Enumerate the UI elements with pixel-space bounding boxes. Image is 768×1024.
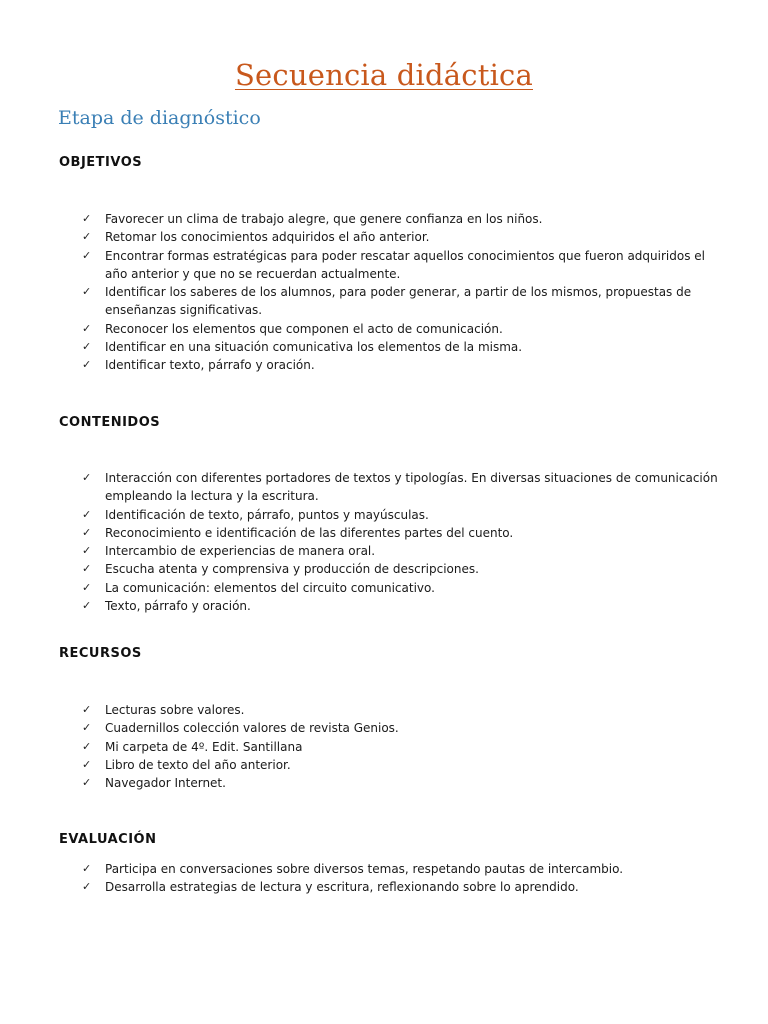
list-item-text: Navegador Internet. (105, 776, 226, 791)
document-subtitle: Etapa de diagnóstico (58, 107, 261, 129)
list-item-text: La comunicación: elementos del circuito comunicativo. (105, 580, 435, 595)
list-item (80, 878, 720, 896)
list-item (80, 860, 720, 878)
section-heading-recursos: RECURSOS (59, 646, 142, 661)
list-item-text: Libro de texto del año anterior. (105, 757, 291, 772)
section-heading-evaluacion: EVALUACIÓN (59, 832, 157, 847)
list-item-text: Retomar los conocimientos adquiridos el año anterior. (105, 230, 430, 245)
check-icon: ✓ (82, 321, 92, 335)
check-icon: ✓ (82, 599, 92, 613)
list-item (80, 542, 720, 560)
check-icon: ✓ (82, 776, 92, 790)
list-item (80, 524, 720, 542)
check-icon: ✓ (82, 721, 92, 735)
check-icon: ✓ (82, 862, 92, 875)
check-icon: ✓ (82, 340, 92, 354)
check-icon: ✓ (82, 358, 92, 372)
list-item (80, 247, 720, 284)
list-item-text: Encontrar formas estratégicas para poder rescatar aquellos conocimientos que fueron adquiridos el año anterior y que no se recuerdan actualmente. (105, 248, 705, 281)
list-item (80, 283, 720, 320)
list-item (80, 228, 720, 246)
document-title: Secuencia didáctica (234, 58, 533, 92)
check-icon: ✓ (82, 703, 92, 716)
check-icon: ✓ (82, 580, 92, 594)
list-item-text: Desarrolla estrategias de lectura y escritura, reflexionando sobre lo aprendido. (105, 880, 579, 895)
check-icon: ✓ (82, 544, 92, 558)
list-item-text: Interacción con diferentes portadores de textos y tipologías. En diversas situaciones de comunicación empleando la lectura y la escritura. (105, 471, 718, 504)
check-icon: ✓ (82, 230, 92, 244)
list-item-text: Identificar los saberes de los alumnos, para poder generar, a partir de los mismos, propuestas de enseñanzas significativas. (105, 285, 692, 318)
list-item (80, 579, 720, 597)
list-item (80, 719, 720, 737)
list-item-text: Identificar en una situación comunicativa los elementos de la misma. (105, 340, 523, 355)
evaluacion-list (80, 860, 720, 897)
list-item (80, 469, 720, 506)
section-heading-contenidos: CONTENIDOS (59, 415, 161, 430)
list-item (80, 597, 720, 615)
check-icon: ✓ (82, 507, 92, 521)
list-item-text: Intercambio de experiencias de manera oral. (105, 544, 376, 559)
list-item-text: Identificación de texto, párrafo, puntos y mayúsculas. (105, 507, 429, 522)
list-item-text: Favorecer un clima de trabajo alegre, que genere confianza en los niños. (105, 212, 543, 226)
list-item-text: Texto, párrafo y oración. (105, 599, 251, 614)
list-item-text: Reconocimiento e identificación de las diferentes partes del cuento. (105, 525, 514, 540)
check-icon: ✓ (82, 757, 92, 771)
list-item (80, 506, 720, 524)
list-item (80, 338, 720, 356)
check-icon: ✓ (82, 285, 92, 299)
list-item-text: Lecturas sobre valores. (105, 703, 245, 717)
list-item (80, 756, 720, 774)
check-icon: ✓ (82, 562, 92, 576)
list-item (80, 774, 720, 792)
list-item-text: Escucha atenta y comprensiva y producción de descripciones. (105, 562, 479, 577)
check-icon: ✓ (82, 248, 92, 262)
list-item-text: Participa en conversaciones sobre diversos temas, respetando pautas de intercambio. (105, 862, 624, 876)
list-item-text: Mi carpeta de 4º. Edit. Santillana (105, 739, 303, 754)
check-icon: ✓ (82, 471, 92, 484)
list-item-text: Reconocer los elementos que componen el acto de comunicación. (105, 321, 503, 336)
list-item-text: Identificar texto, párrafo y oración. (105, 358, 315, 373)
check-icon: ✓ (82, 525, 92, 539)
list-item (80, 701, 720, 719)
recursos-list (80, 701, 720, 792)
list-item (80, 356, 720, 374)
list-item (80, 210, 720, 228)
list-item (80, 560, 720, 578)
list-item-text: Cuadernillos colección valores de revista Genios. (105, 721, 399, 736)
check-icon: ✓ (82, 739, 92, 753)
section-heading-objetivos: OBJETIVOS (59, 155, 143, 170)
list-item (80, 738, 720, 756)
check-icon: ✓ (82, 212, 92, 225)
contenidos-list (80, 469, 720, 615)
objetivos-list (80, 210, 720, 375)
list-item (80, 320, 720, 338)
check-icon: ✓ (82, 880, 92, 894)
